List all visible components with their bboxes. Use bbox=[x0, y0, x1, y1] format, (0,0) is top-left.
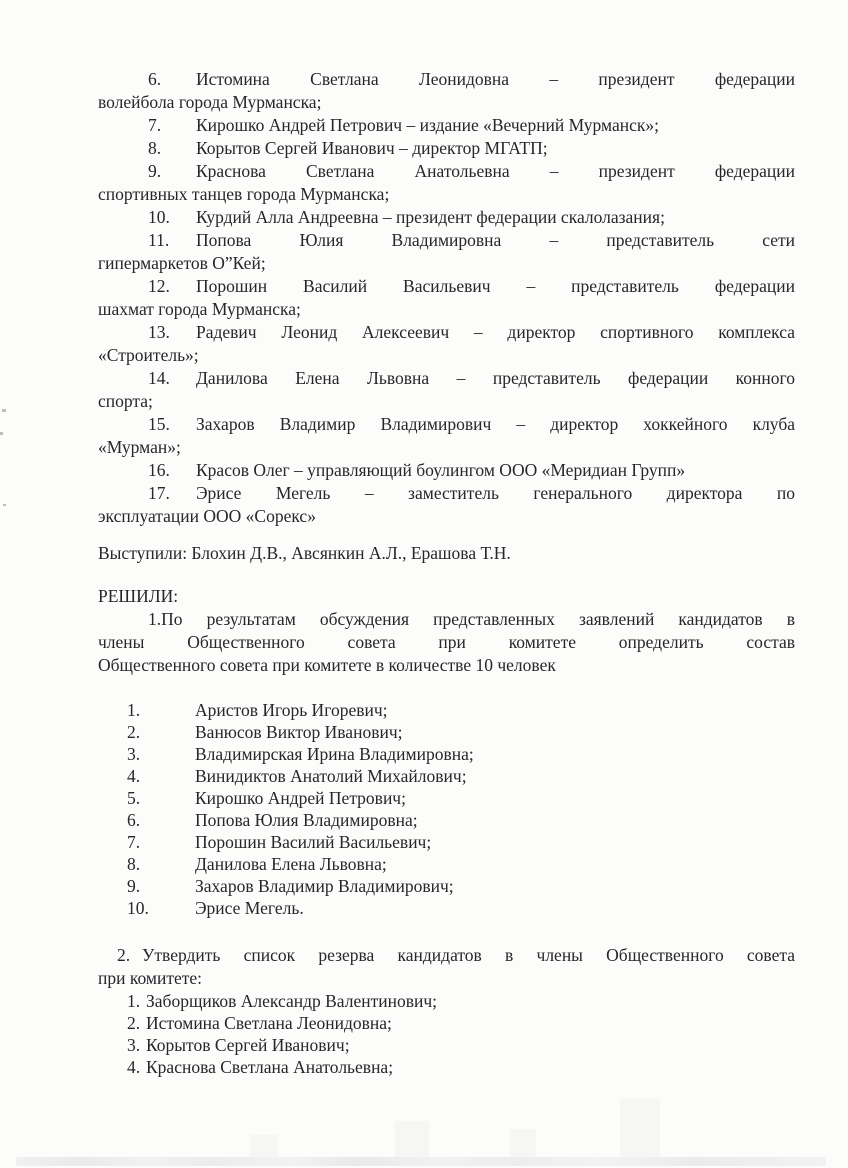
line-text: Корытов Сергей Иванович – директор МГАТП; bbox=[196, 138, 548, 158]
line-text: Краснова Светлана Анатольевна; bbox=[146, 1057, 394, 1077]
scan-ghost-mark bbox=[620, 1099, 660, 1157]
line-text: Кирошко Андрей Петрович – издание «Вечерний Мурманск»; bbox=[196, 115, 659, 135]
scan-speck bbox=[0, 432, 3, 435]
item-number: 2. bbox=[127, 722, 141, 742]
text-line: волейбола города Мурманска; bbox=[98, 92, 322, 112]
item-number: 2. bbox=[127, 1013, 141, 1033]
item-number: 11. bbox=[148, 230, 170, 250]
council-member bbox=[98, 765, 795, 787]
reserve-candidate-list bbox=[98, 990, 795, 1078]
item-number: 6. bbox=[127, 810, 141, 830]
line-text: Радевич Леонид Алексеевич – директор спортивного комплекса bbox=[196, 322, 795, 342]
text-line: гипермаркетов О”Кей; bbox=[98, 253, 266, 273]
reserve-candidate bbox=[98, 1012, 795, 1034]
attendee-item bbox=[98, 114, 795, 137]
line-text: Аристов Игорь Игоревич; bbox=[195, 700, 388, 720]
attendee-item bbox=[98, 275, 795, 321]
item-number: 8. bbox=[127, 854, 141, 874]
text-line: члены Общественного совета при комитете определить состав bbox=[98, 632, 795, 652]
item-number: 6. bbox=[148, 69, 162, 89]
item-number: 3. bbox=[127, 744, 141, 764]
item-number: 1. bbox=[127, 991, 141, 1011]
decision-2 bbox=[98, 944, 795, 990]
text-line: Общественного совета при комитете в количестве 10 человек bbox=[98, 655, 556, 675]
item-number: 3. bbox=[127, 1035, 141, 1055]
line-text: Курдий Алла Андреевна – президент федерации скалолазания; bbox=[196, 207, 665, 227]
text-line bbox=[98, 367, 795, 390]
item-number: 10. bbox=[148, 207, 170, 227]
attendee-item bbox=[98, 321, 795, 367]
line-text: Красов Олег – управляющий боулингом ООО «Меридиан Групп» bbox=[196, 460, 686, 480]
text-line: «Строитель»; bbox=[98, 345, 199, 365]
line-text: Корытов Сергей Иванович; bbox=[146, 1035, 350, 1055]
line-text: Эрисе Мегель – заместитель генерального директора по bbox=[196, 483, 795, 503]
text-line bbox=[98, 160, 795, 183]
text-line bbox=[98, 321, 795, 344]
text-line: спорта; bbox=[98, 391, 153, 411]
text-line bbox=[98, 68, 795, 91]
line-text: Порошин Василий Васильевич; bbox=[195, 832, 432, 852]
item-number: 12. bbox=[148, 276, 170, 296]
line-text: Заборщиков Александр Валентинович; bbox=[146, 991, 438, 1011]
reserve-candidate bbox=[98, 1034, 795, 1056]
attendee-item bbox=[98, 367, 795, 413]
text-line: шахмат города Мурманска; bbox=[98, 299, 301, 319]
line-text: Захаров Владимир Владимирович – директор хоккейного клуба bbox=[196, 414, 795, 434]
decision-1 bbox=[98, 608, 795, 677]
attendee-item bbox=[98, 482, 795, 528]
council-member bbox=[98, 875, 795, 897]
item-number: 9. bbox=[148, 161, 162, 181]
line-text: Владимирская Ирина Владимировна; bbox=[195, 744, 474, 764]
item-number: 15. bbox=[148, 414, 170, 434]
speakers-line: Выступили: Блохин Д.В., Авсянкин А.Л., Ерашова Т.Н. bbox=[98, 543, 511, 563]
text-line bbox=[98, 275, 795, 298]
text-line: при комитете: bbox=[98, 968, 203, 988]
text-line bbox=[98, 114, 795, 137]
council-member bbox=[98, 787, 795, 809]
line-text: Кирошко Андрей Петрович; bbox=[195, 788, 406, 808]
item-number: 5. bbox=[127, 788, 141, 808]
text-line bbox=[98, 206, 795, 229]
item-number: 1. bbox=[127, 700, 141, 720]
line-text: Порошин Василий Васильевич – представитель федерации bbox=[196, 276, 795, 296]
reserve-candidate bbox=[98, 990, 795, 1012]
line-text: Краснова Светлана Анатольевна – президент федерации bbox=[196, 161, 795, 181]
reserve-candidate bbox=[98, 1056, 795, 1078]
attendee-item bbox=[98, 137, 795, 160]
council-member bbox=[98, 831, 795, 853]
text-line bbox=[98, 137, 795, 160]
line-text: Винидиктов Анатолий Михайлович; bbox=[195, 766, 467, 786]
item-number: 17. bbox=[148, 483, 170, 503]
text-line bbox=[98, 459, 795, 482]
scan-speck bbox=[3, 504, 6, 506]
item-number: 10. bbox=[127, 898, 149, 918]
line-text: Ванюсов Виктор Иванович; bbox=[195, 722, 403, 742]
item-number: 16. bbox=[148, 460, 170, 480]
line-text: Данилова Елена Львовна; bbox=[195, 854, 387, 874]
scan-shadow-band bbox=[16, 1157, 826, 1166]
attendee-item bbox=[98, 459, 795, 482]
council-member bbox=[98, 721, 795, 743]
text-line bbox=[98, 229, 795, 252]
resolved-heading: РЕШИЛИ: bbox=[98, 586, 179, 606]
item-number: 2. bbox=[117, 945, 131, 965]
council-member bbox=[98, 853, 795, 875]
line-text: Данилова Елена Львовна – представитель федерации конного bbox=[196, 368, 795, 388]
council-member-list bbox=[98, 699, 795, 919]
text-line bbox=[98, 944, 795, 967]
council-member bbox=[98, 809, 795, 831]
line-text: Истомина Светлана Леонидовна – президент федерации bbox=[196, 69, 795, 89]
item-number: 4. bbox=[127, 766, 141, 786]
attendee-item bbox=[98, 206, 795, 229]
attendee-item bbox=[98, 229, 795, 275]
attendee-item bbox=[98, 160, 795, 206]
attendee-item bbox=[98, 68, 795, 114]
line-text: Истомина Светлана Леонидовна; bbox=[146, 1013, 392, 1033]
scan-speck bbox=[2, 409, 6, 412]
text-line: эксплуатации ООО «Сорекс» bbox=[98, 506, 316, 526]
text-line: «Мурман»; bbox=[98, 437, 181, 457]
line-text: Попова Юлия Владимировна; bbox=[195, 810, 418, 830]
council-member bbox=[98, 699, 795, 721]
item-number: 4. bbox=[127, 1057, 141, 1077]
item-number: 13. bbox=[148, 322, 170, 342]
attendee-item bbox=[98, 413, 795, 459]
line-text: Утвердить список резерва кандидатов в члены Общественного совета bbox=[142, 945, 795, 965]
scan-ghost-mark bbox=[510, 1129, 536, 1157]
text-line: 1.По результатам обсуждения представленных заявлений кандидатов в bbox=[148, 609, 795, 629]
council-member bbox=[98, 743, 795, 765]
scan-ghost-mark bbox=[395, 1121, 429, 1157]
line-text: Попова Юлия Владимировна – представитель сети bbox=[196, 230, 795, 250]
item-number: 7. bbox=[148, 115, 162, 135]
item-number: 8. bbox=[148, 138, 162, 158]
text-line: спортивных танцев города Мурманска; bbox=[98, 184, 390, 204]
item-number: 9. bbox=[127, 876, 141, 896]
document-body bbox=[98, 68, 795, 1078]
council-member bbox=[98, 897, 795, 919]
line-text: Эрисе Мегель. bbox=[195, 898, 304, 918]
line-text: Захаров Владимир Владимирович; bbox=[195, 876, 454, 896]
scan-ghost-mark bbox=[250, 1135, 278, 1157]
item-number: 14. bbox=[148, 368, 170, 388]
text-line bbox=[98, 482, 795, 505]
item-number: 7. bbox=[127, 832, 141, 852]
text-line bbox=[98, 413, 795, 436]
